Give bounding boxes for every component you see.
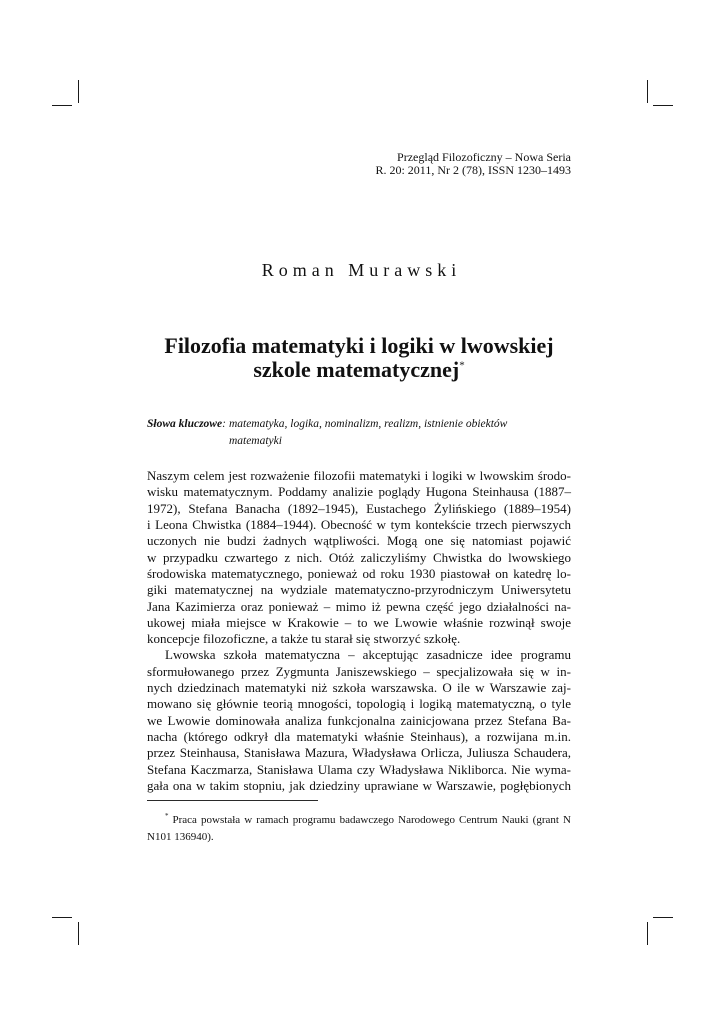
text-line: ukowej miała miejsce w Krakowie – to we Lwowie właśnie rozwinął swoje xyxy=(147,614,571,630)
paragraph-1 xyxy=(147,468,571,647)
keywords-separator: : xyxy=(222,418,226,430)
journal-header xyxy=(147,151,571,177)
text-line: Lwowska szkoła matematyczna – akceptując zasadnicze idee programu xyxy=(165,647,571,663)
keywords-label: Słowa kluczowe xyxy=(147,418,223,430)
text-line: wisku matematycznym. Poddamy analizie poglądy Hugona Steinhausa (1887– xyxy=(147,484,571,500)
text-line: gała ona w takim stopniu, jak dziedziny uprawiane w Warszawie, pogłębionych xyxy=(147,777,571,793)
keywords-line: matematyki xyxy=(228,435,282,447)
text-line: nacha (którego odkrył dla matematyki właśnie Steinhaus), a rozwijana m.in. xyxy=(147,729,571,744)
text-line: środowiska matematycznego, ponieważ od roku 1930 piastował on katedrę lo- xyxy=(147,565,571,581)
crop-mark-bottom-right-vertical xyxy=(647,922,648,945)
keywords-list xyxy=(229,416,507,450)
crop-mark-bottom-right-horizontal xyxy=(653,917,673,918)
text-line: mowano się głównie teorią mnogości, topologią i logiką matematyczną, o tyle xyxy=(147,696,571,712)
text-line: Stefana Kaczmarza, Stanisława Ulama czy Władysława Nikliborca. Nie wyma- xyxy=(147,761,571,777)
crop-mark-bottom-left-horizontal xyxy=(52,917,72,918)
text-line: koncepcje filozoficzne, a także tu starał się stworzyć szkołę. xyxy=(147,631,461,647)
text-line: nych dziedzinach matematyki niż szkoła warszawska. O ile w Warszawie zaj- xyxy=(147,680,571,696)
title-line-2-text: szkole matematycznej xyxy=(253,357,460,382)
text-line: przez Steinhausa, Stanisława Mazura, Władysława Orlicza, Juliusza Schaudera, xyxy=(147,745,571,761)
text-line: giki matematycznej na wydziale matematyczno-przyrodniczym Uniwersytetu xyxy=(147,582,571,598)
crop-mark-top-left-vertical xyxy=(78,80,79,103)
author-name: Roman Murawski xyxy=(261,260,462,280)
article-title xyxy=(147,334,571,382)
text-line: sformułowanego przez Zygmunta Janiszewskiego – specjalizowała się w in- xyxy=(147,663,571,679)
keywords-line: matematyka, logika, nominalizm, realizm, istnienie obiektów xyxy=(228,418,508,430)
footnote-mark: * xyxy=(165,812,169,821)
crop-mark-top-right-vertical xyxy=(647,80,648,103)
journal-issue: R. 20: 2011, Nr 2 (78), ISSN 1230–1493 xyxy=(375,163,571,177)
paragraph-2 xyxy=(147,647,571,794)
text-line: Jana Kazimierza oraz ponieważ – mimo iż pewna część jego działalności na- xyxy=(147,598,571,614)
title-line-2 xyxy=(147,358,571,382)
crop-mark-top-right-horizontal xyxy=(653,105,673,106)
text-line: i Leona Chwistka (1884–1944). Obecność w tym kontekście trzech pierwszych xyxy=(147,516,571,532)
text-line: w przypadku czwartego z nich. Otóż zaliczyliśmy Chwistka do lwowskiego xyxy=(147,549,571,565)
footnote-text: Praca powstała w ramach programu badawczego Narodowego Centrum Nauki (grant N xyxy=(172,814,571,826)
text-line: Naszym celem jest rozważenie filozofii matematyki i logiki w lwowskim środo- xyxy=(147,468,571,483)
title-footnote-mark: * xyxy=(459,359,465,372)
title-line-1: Filozofia matematyki i logiki w lwowskiej xyxy=(164,333,554,358)
crop-mark-bottom-left-vertical xyxy=(78,922,79,945)
footnote-line-2: N101 136940). xyxy=(147,831,214,843)
text-line: 1972), Stefana Banacha (1892–1945), Eustachego Żylińskiego (1889–1954) xyxy=(147,500,571,516)
keywords xyxy=(147,416,571,450)
footnote-rule xyxy=(147,800,318,801)
keywords-heading xyxy=(147,416,229,450)
crop-mark-top-left-horizontal xyxy=(52,105,72,106)
footnote-line-1 xyxy=(147,812,571,829)
article-body xyxy=(147,468,571,794)
footnote xyxy=(147,812,571,846)
text-line: uczonych nie budzi żadnych wątpliwości. Mogą one się natomiast pojawić xyxy=(147,533,571,549)
text-line: we Lwowie dominowała analiza funkcjonalna zainicjowana przez Stefana Ba- xyxy=(147,712,571,728)
journal-name: Przegląd Filozoficzny – Nowa Seria xyxy=(397,150,571,164)
